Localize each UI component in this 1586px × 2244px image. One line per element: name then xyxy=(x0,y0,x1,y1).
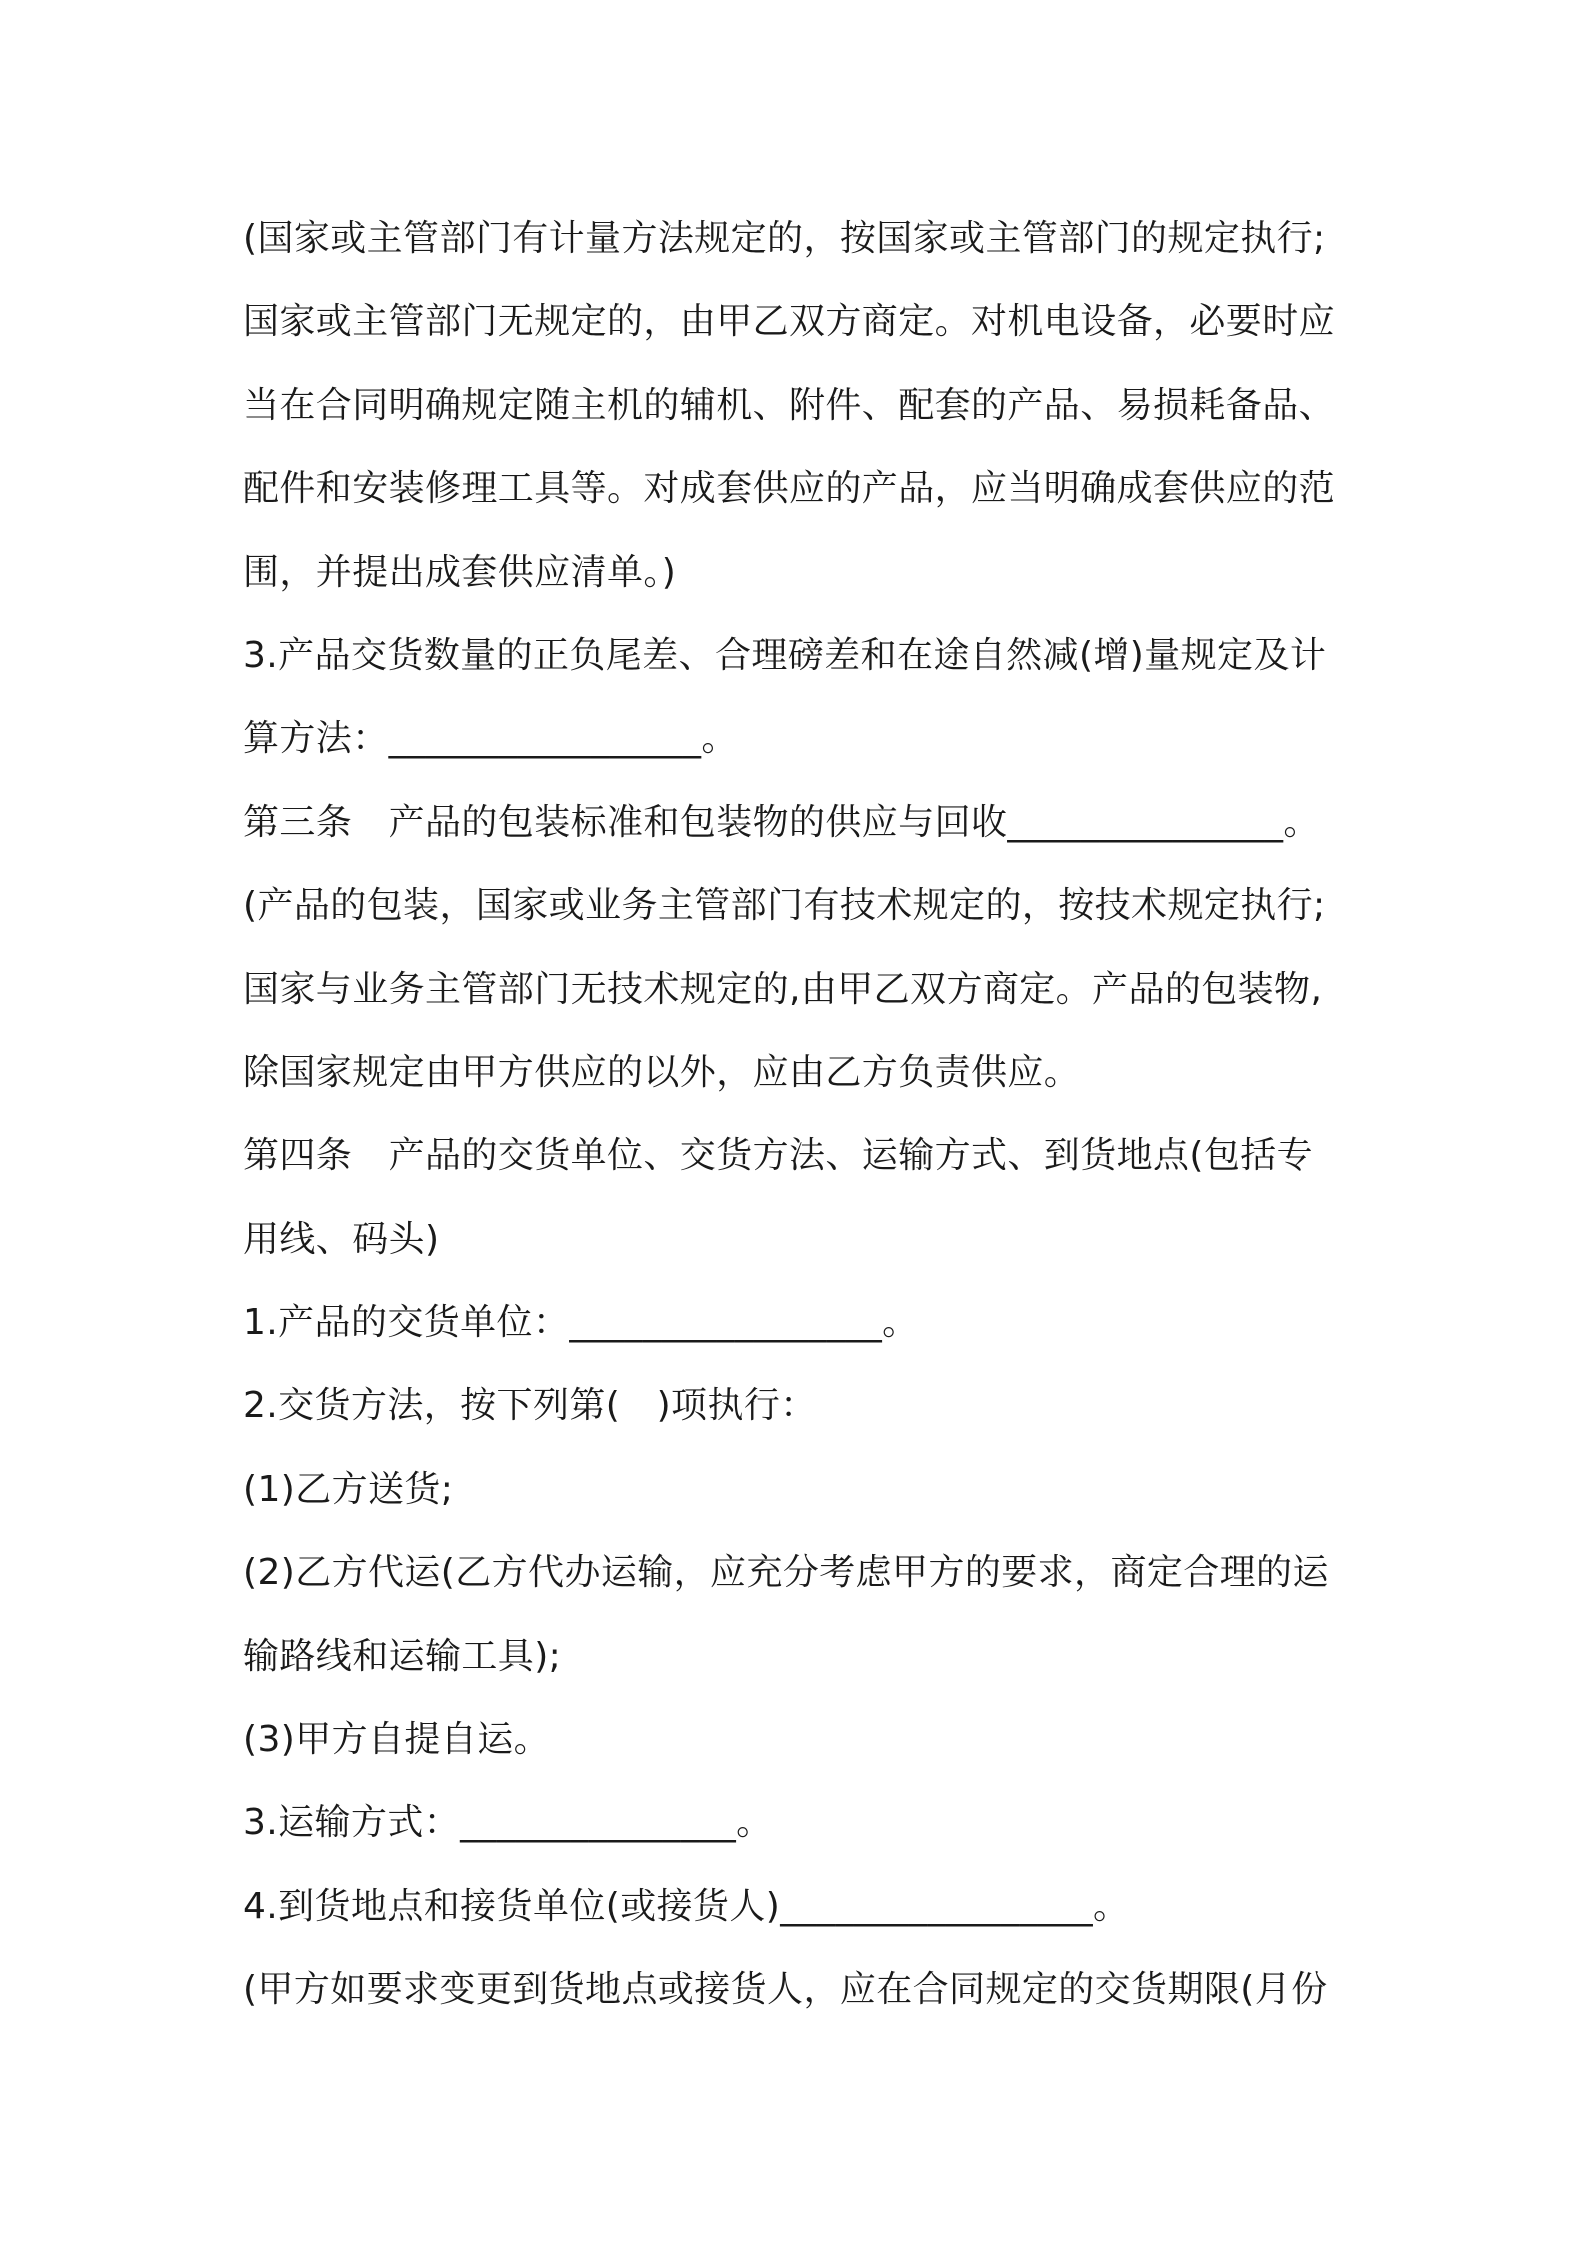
text-line: (甲方如要求变更到货地点或接货人，应在合同规定的交货期限(月份 xyxy=(243,1969,1328,2011)
text-line: 输路线和运输工具); xyxy=(243,1635,562,1677)
text-line: 当在合同明确规定随主机的辅机、附件、配套的产品、易损耗备品、 xyxy=(243,384,1336,426)
text-line: 配件和安装修理工具等。对成套供应的产品，应当明确成套供应的范 xyxy=(243,468,1336,510)
text-line: (2)乙方代运(乙方代办运输，应充分考虑甲方的要求，商定合理的运 xyxy=(243,1552,1329,1594)
text-line: 国家或主管部门无规定的，由甲乙双方商定。对机电设备，必要时应 xyxy=(243,301,1336,343)
contract-text-block xyxy=(243,197,1358,2032)
text-line: 除国家规定由甲方供应的以外，应由乙方负责供应。 xyxy=(243,1051,1081,1093)
text-line: 4.到货地点和接货单位(或接货人)_________________。 xyxy=(243,1885,1130,1927)
text-line: (1)乙方送货; xyxy=(243,1468,454,1510)
text-line: 算方法：_________________。 xyxy=(243,718,738,760)
article-heading-line: 第四条 产品的交货单位、交货方法、运输方式、到货地点(包括专 xyxy=(243,1135,1314,1177)
text-line: (产品的包装，国家或业务主管部门有技术规定的，按技术规定执行; xyxy=(243,885,1326,927)
text-line: 用线、码头) xyxy=(243,1218,440,1260)
text-line: 国家与业务主管部门无技术规定的,由甲乙双方商定。产品的包装物, xyxy=(243,968,1323,1010)
text-line: 围，并提出成套供应清单。) xyxy=(243,551,677,593)
text-line: 3.产品交货数量的正负尾差、合理磅差和在途自然减(增)量规定及计 xyxy=(243,634,1327,676)
text-line: (3)甲方自提自运。 xyxy=(243,1719,550,1761)
article-heading-line: 第三条 产品的包装标准和包装物的供应与回收_______________。 xyxy=(243,801,1320,843)
text-line: 2.交货方法，按下列第( )项执行： xyxy=(243,1385,817,1427)
text-line: 1.产品的交货单位：_________________。 xyxy=(243,1302,919,1344)
text-line: 3.运输方式：_______________。 xyxy=(243,1802,773,1844)
text-line: (国家或主管部门有计量方法规定的，按国家或主管部门的规定执行; xyxy=(243,218,1326,259)
